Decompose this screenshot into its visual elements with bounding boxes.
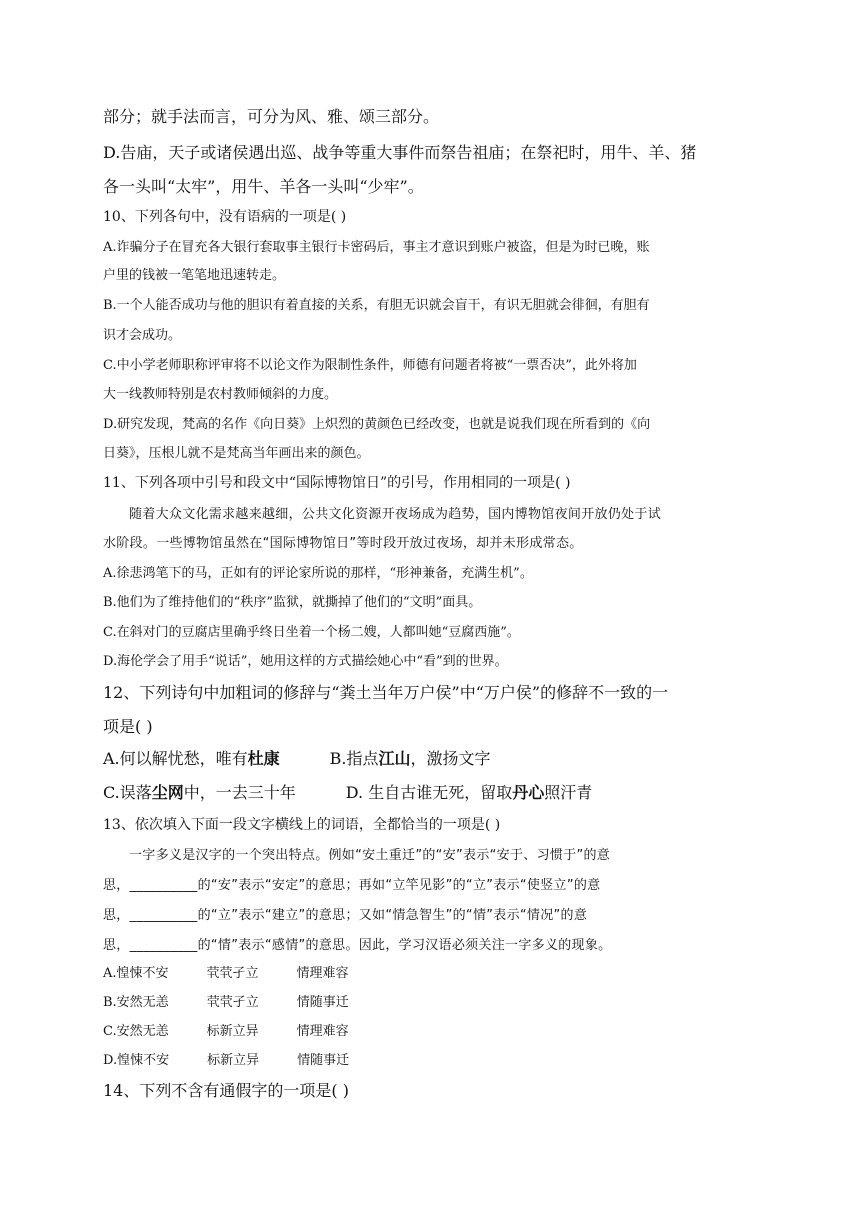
option-line: 识才会成功。 (103, 328, 182, 343)
text-line: D.告庙，天子或诸侯遇出巡、战争等重大事件而祭告祖庙；在祭祀时，用牛、羊、猪 (103, 143, 697, 162)
question-12: 12、下列诗句中加粗词的修辞与“粪土当年万户侯”中“万户侯”的修辞不一致的一 (103, 683, 669, 702)
text-line: 部分；就手法而言，可分为风、雅、颂三部分。 (103, 107, 440, 126)
option-line: B.一个人能否成功与他的胆识有着直接的关系，有胆无识就会盲干，有识无胆就会徘徊，有胆有 (103, 298, 650, 313)
passage-line: 思，__________的“情”表示“感情”的意思。因此，学习汉语必须关注一字多义的现象。 (103, 938, 612, 953)
bold-word: 尘网 (151, 783, 184, 802)
option-line: A.徐悲鸿笔下的马，正如有的评论家所说的那样，“形神兼备，充满生机”。 (103, 566, 533, 581)
option-line: D.海伦学会了用手“说话”，她用这样的方式描绘她心中“看”到的世界。 (103, 654, 508, 669)
bold-word: 丹心 (512, 783, 545, 802)
text-line: 各一头叫“太牢”，用牛、羊各一头叫“少牢”。 (103, 177, 424, 196)
question-11: 11、下列各项中引号和段文中“国际博物馆日”的引号，作用相同的一项是( ) (103, 475, 571, 491)
question-13: 13、依次填入下面一段文字横线上的词语，全都恰当的一项是( ) (103, 817, 501, 833)
option-line: C.在斜对门的豆腐店里确乎终日坐着一个杨二嫂，人都叫她“豆腐西施”。 (103, 625, 520, 640)
bold-word: 江山 (378, 749, 411, 768)
option-line: A.诈骗分子在冒充各大银行套取事主银行卡密码后，事主才意识到账户被盗，但是为时已晚，账 (103, 240, 650, 255)
passage-line: 一字多义是汉字的一个突出特点。例如“安土重迁”的“安”表示“安于、习惯于”的意 (129, 848, 611, 863)
passage-line: 思，__________的“立”表示“建立”的意思；又如“情急智生”的“情”表示“情况”的意 (103, 908, 588, 923)
option-row: C.误落尘网中，一去三十年 D. 生自古谁无死，留取丹心照汗青 (103, 783, 593, 802)
option-row: A.何以解忧愁，唯有杜康 B.指点江山，激扬文字 (103, 749, 491, 768)
passage-line: 思，__________的“安”表示“安定”的意思；再如“立竿见影”的“立”表示“使竖立”的意 (103, 878, 601, 893)
option-line: D.惶悚不安 标新立异 情随事迁 (103, 1053, 350, 1068)
option-line: 大一线教师特别是农村教师倾斜的力度。 (103, 387, 338, 402)
question-14: 14、下列不含有通假字的一项是( ) (103, 1081, 349, 1100)
question-12-cont: 项是( ) (103, 717, 153, 736)
question-10: 10、下列各句中，没有语病的一项是( ) (103, 209, 347, 225)
passage-line: 随着大众文化需求越来越细，公共文化资源开夜场成为趋势，国内博物馆夜间开放仍处于试 (129, 507, 662, 522)
bold-word: 杜康 (247, 749, 280, 768)
option-line: C.安然无恙 标新立异 情理难容 (103, 1024, 349, 1039)
option-line: 户里的钱被一笔笔地迅速转走。 (103, 268, 286, 283)
option-line: 日葵》，压根儿就不是梵高当年画出来的颜色。 (103, 446, 370, 461)
option-line: C.中小学老师职称评审将不以论文作为限制性条件，师德有问题者将被“一票否决”，此外将加 (103, 358, 637, 373)
option-line: A.惶悚不安 茕茕孑立 情理难容 (103, 966, 349, 981)
option-line: B.他们为了维持他们的“秩序”监狱，就撕掉了他们的“文明”面具。 (103, 595, 482, 610)
option-line: D.研究发现，梵高的名作《向日葵》上炽烈的黄颜色已经改变，也就是说我们现在所看到的《向 (103, 417, 651, 432)
passage-line: 水阶段。一些博物馆虽然在“国际博物馆日”等时段开放过夜场，却并未形成常态。 (103, 536, 583, 551)
option-line: B.安然无恙 茕茕孑立 情随事迁 (103, 995, 349, 1010)
